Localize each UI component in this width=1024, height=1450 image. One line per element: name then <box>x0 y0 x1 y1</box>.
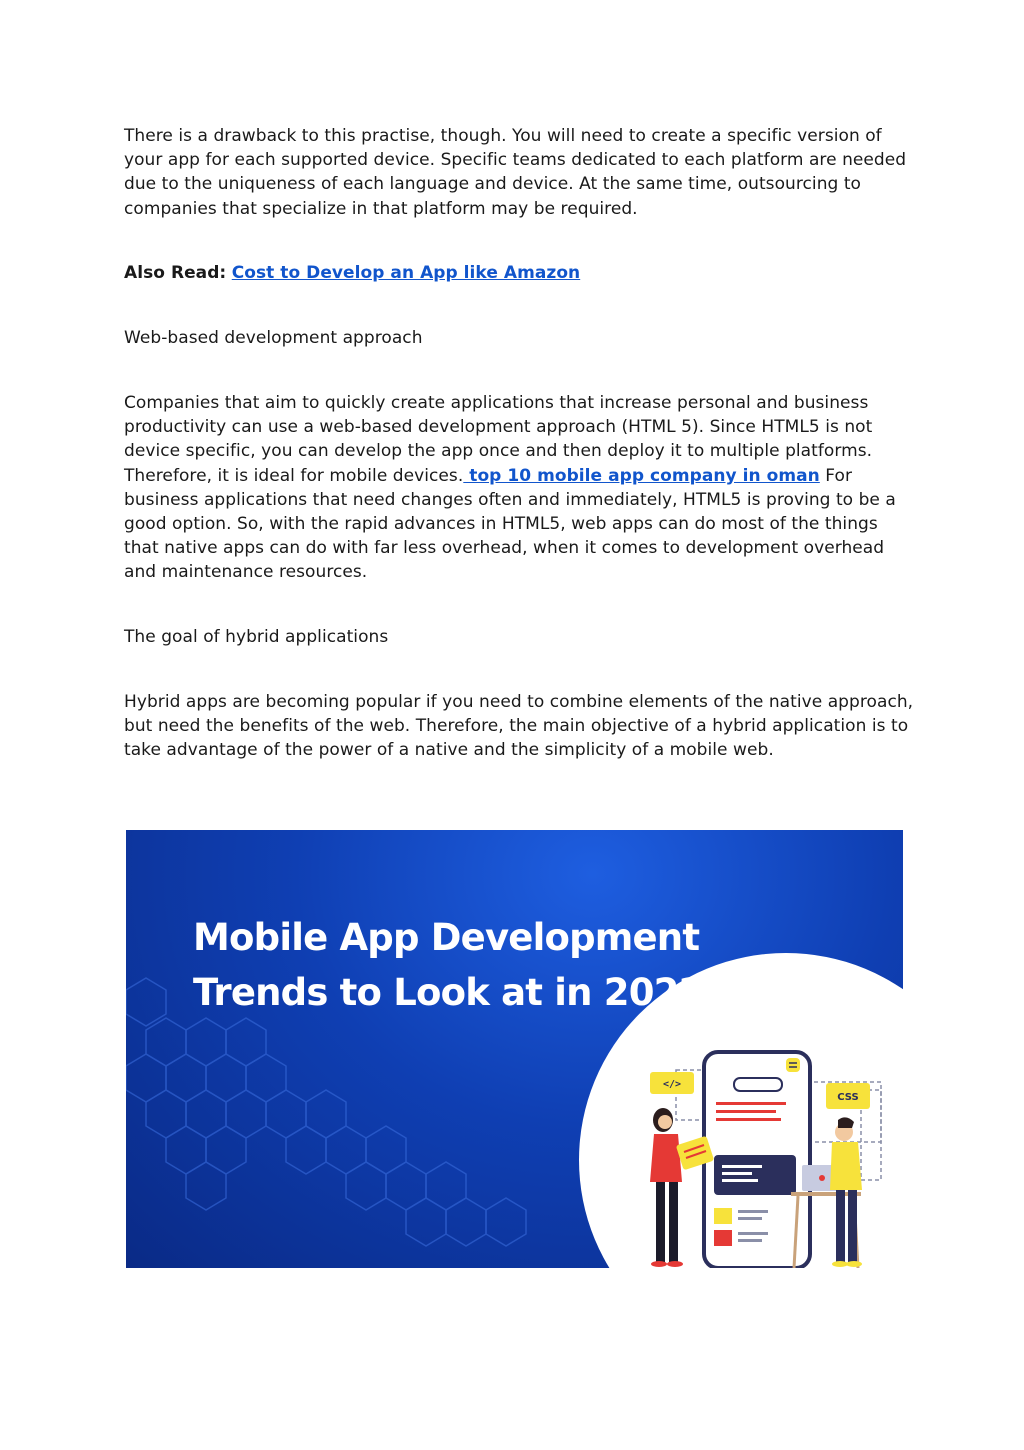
also-read-link[interactable]: Cost to Develop an App like Amazon <box>231 263 581 283</box>
also-read-label: Also Read: <box>124 263 227 283</box>
oman-company-link[interactable]: top 10 mobile app company in oman <box>463 465 820 486</box>
banner-illustration <box>126 830 903 1268</box>
banner-title-line-2: Trends to Look at in 2022 <box>193 971 704 1014</box>
css-bubble <box>826 1083 870 1109</box>
heading-web-based: Web-based development approach <box>124 328 423 348</box>
also-read-line <box>124 261 914 285</box>
css-tag-text: CSS <box>837 1092 859 1103</box>
code-bubble <box>650 1072 694 1094</box>
paragraph-drawback: There is a drawback to this practise, though. You will need to create a specific version of your app for each supported device. Specific teams dedicated to each platform are needed due to the uniqueness of each language and device. At the same time, outsourcing to companies that specialize in that platform may be required. <box>124 126 907 219</box>
phone-illustration <box>704 1052 810 1268</box>
paragraph-web-text-1: Companies that aim to quickly create applications that increase personal and business productivity can use a web-based development approach (HTML 5). Since HTML5 is not device specific, you can develop the app once and then deploy it to multiple platforms. Therefore, it is ideal for mobile devices. <box>124 393 873 486</box>
banner-image <box>126 830 903 1268</box>
banner-title-line-1: Mobile App Development <box>193 916 700 959</box>
banner-title <box>193 910 704 1020</box>
code-tag-text: </> <box>662 1079 682 1090</box>
paragraph-web-based <box>124 391 914 585</box>
heading-hybrid: The goal of hybrid applications <box>124 627 389 647</box>
paragraph-web-text-2: For business applications that need changes often and immediately, HTML5 is proving to be a good option. So, with the rapid advances in HTML5, web apps can do most of the things that native apps can do with far less overhead, when it comes to development overhead and maintenance resources. <box>124 465 896 583</box>
paragraph-hybrid: Hybrid apps are becoming popular if you need to combine elements of the native approach, but need the benefits of the web. Therefore, the main objective of a hybrid application is to take advantage of the power of a native and the simplicity of a mobile web. <box>124 692 914 761</box>
